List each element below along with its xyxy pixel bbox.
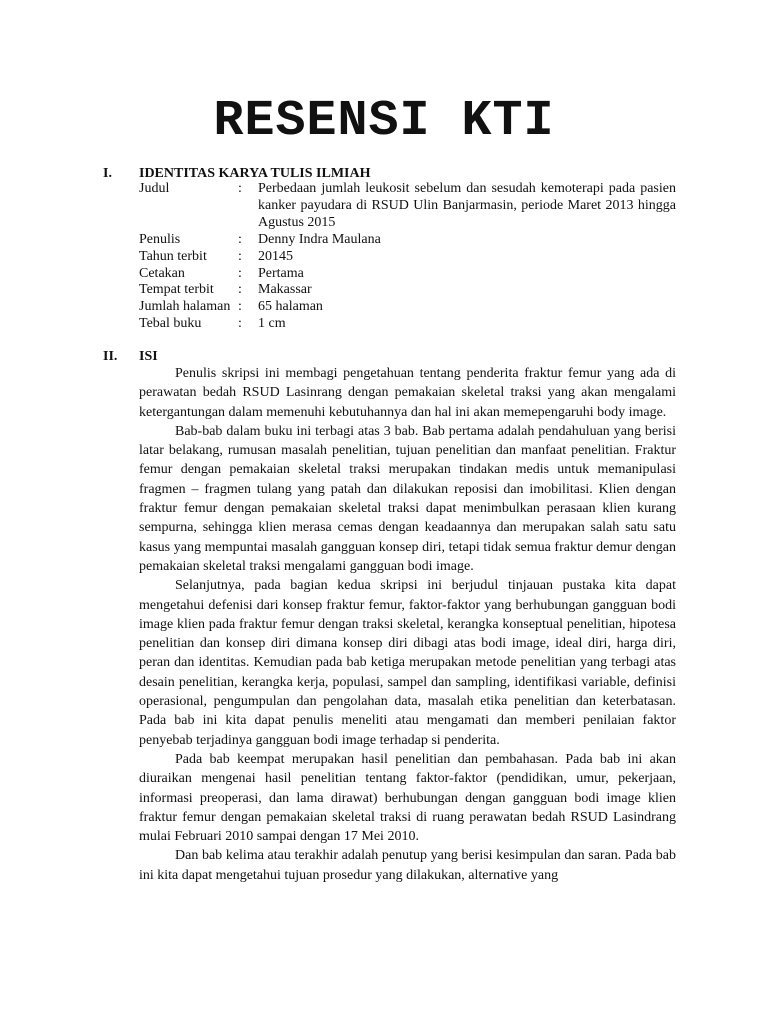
identity-value: 1 cm xyxy=(258,316,286,332)
identity-colon: : xyxy=(238,282,242,298)
paragraph: Pada bab keempat merupakan hasil penelitian dan pembahasan. Pada bab ini akan diuraikan mengenai hasil penelitian tentang faktor-faktor (pendidikan, umur, pekerjaan, informasi preoperasi, dan lama dirawat) berhubungan dengan gangguan bodi image klien fraktur femur dengan pemakaian skeletal traksi di ruang perawatan bedah RSUD Lasindrang mulai Februari 2010 sampai dengan 17 Mei 2010. xyxy=(139,751,676,845)
identity-label: Tebal buku xyxy=(139,316,202,332)
identity-value: Pertama xyxy=(258,265,304,281)
page-title: RESENSI KTI xyxy=(213,93,555,150)
identity-value: Denny Indra Maulana xyxy=(258,231,381,247)
identity-label: Tahun terbit xyxy=(139,248,207,264)
identity-row-judul xyxy=(139,181,676,232)
identity-colon: : xyxy=(238,231,242,247)
identity-colon: : xyxy=(238,265,242,281)
section-number: I. xyxy=(103,166,112,181)
paragraph: Dan bab kelima atau terakhir adalah penutup yang berisi kesimpulan dan saran. Pada bab ini kita dapat mengetahui tujuan prosedur yang dilakukan, alternative yang xyxy=(139,848,676,883)
identity-label: Cetakan xyxy=(139,265,185,281)
section-heading: ISI xyxy=(139,349,158,364)
section-heading: IDENTITAS KARYA TULIS ILMIAH xyxy=(139,166,371,181)
identity-colon: : xyxy=(238,181,242,196)
identity-row-tempat-terbit xyxy=(139,282,676,299)
identity-label: Jumlah halaman xyxy=(139,299,231,315)
section-number: II. xyxy=(103,349,118,364)
paragraph: Selanjutnya, pada bagian kedua skripsi ini berjudul tinjauan pustaka kita dapat mengetahui defenisi dari konsep fraktur femur, faktor-faktor yang berhubungan gangguan bodi image klien pada fraktur femur dengan traksi skeletal, kerangka konseptual penelitian, hipotesa penelitian dan konsep diri dimana konsep diri dibagi atas bodi image, ideal diri, harga diri, peran dan identitas. Kemudian pada bab ketiga merupakan metode penelitian yang terbagi atas desain penelitian, kerangka kerja, populasi, sampel dan sampling, identifikasi variable, definisi operasional, pengumpulan dan pengolahan data, masalah etika penelitian dan keterbatasan. Pada bab ini kita dapat penulis meneliti atau mengamati dan memberi penilaian faktor penyebab terjadinya gangguan bodi image terhadap si penderita. xyxy=(139,578,676,748)
identity-value: 65 halaman xyxy=(258,299,323,315)
paragraph: Penulis skripsi ini membagi pengetahuan tentang penderita fraktur femur yang ada di perawatan bedah RSUD Lasinrang dengan pemakaian skeletal traksi yang akan mengalami ketergantungan dalam memenuhi kebutuhannya dan hal ini akan memepengaruhi body image. xyxy=(139,366,676,420)
identity-value: Perbedaan jumlah leukosit sebelum dan sesudah kemoterapi pada pasien kanker payudara di RSUD Ulin Banjarmasin, periode Maret 2013 hingga Agustus 2015 xyxy=(258,181,676,230)
identity-label: Penulis xyxy=(139,231,181,247)
identity-colon: : xyxy=(238,316,242,332)
identity-colon: : xyxy=(238,248,242,264)
identity-row-tebal-buku xyxy=(139,316,676,333)
identity-row-penulis xyxy=(139,232,676,249)
identity-value: 20145 xyxy=(258,248,293,264)
identity-table xyxy=(139,181,676,333)
identity-label: Judul xyxy=(139,181,170,196)
paragraph: Bab-bab dalam buku ini terbagi atas 3 bab. Bab pertama adalah pendahuluan yang berisi latar belakang, rumusan masalah penelitian, tujuan penelitian dan manfaat penelitian. Fraktur femur dengan pemakaian skeletal traksi merupakan tindakan medis untuk memanipulasi fragmen – fragmen tulang yang patah dan dilakukan reposisi dan imobilitasi. Klien dengan fraktur femur dengan pemakaian skeletal traksi dapat menimbulkan perasaan klien kurang sempurna, sehingga klien merasa cemas dengan keadaannya dan merupakan salah satu satu kasus yang mempuntai masalah gangguan konsep diri, tetapi tidak semua fraktur demur dengan pemakaian skeletal traksi mengalami gangguan bodi image. xyxy=(139,423,676,574)
identity-row-tahun-terbit xyxy=(139,249,676,266)
identity-row-jumlah-halaman xyxy=(139,299,676,316)
identity-colon: : xyxy=(238,299,242,315)
identity-row-cetakan xyxy=(139,266,676,283)
identity-label: Tempat terbit xyxy=(139,282,214,298)
isi-body xyxy=(139,364,676,885)
identity-value: Makassar xyxy=(258,282,312,298)
